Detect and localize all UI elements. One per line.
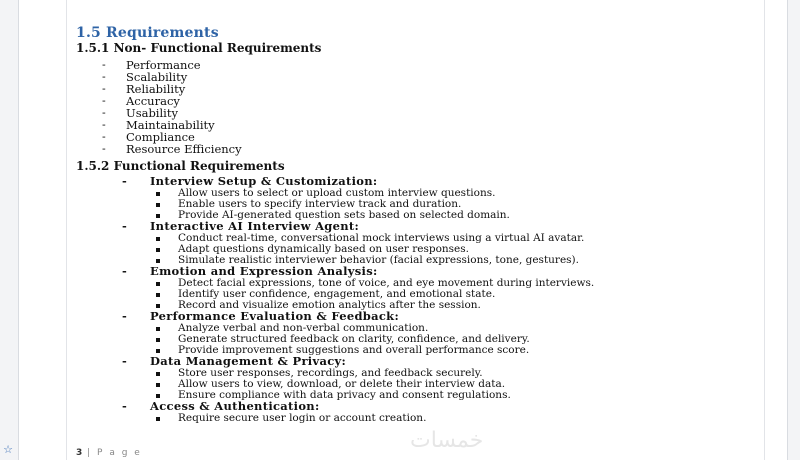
fr-section-setup — [122, 176, 594, 221]
list-item: Simulate realistic interviewer behavior (facial expressions, tone, gestures). — [122, 255, 594, 266]
list-item: Identify user confidence, engagement, and emotional state. — [122, 289, 594, 300]
functional-title: 1.5.2 Functional Requirements — [76, 159, 285, 173]
page-number: 3 — [76, 448, 83, 458]
watermark-text: خمسات — [410, 428, 484, 453]
list-item: Detect facial expressions, tone of voice, and eye movement during interviews. — [122, 278, 594, 289]
fr-heading: - Access & Authentication: — [122, 401, 594, 413]
fr-section-data — [122, 356, 594, 401]
list-item: Provide improvement suggestions and overall performance score. — [122, 345, 594, 356]
left-sidebar-rail — [0, 0, 19, 460]
functional-requirements — [122, 176, 594, 424]
list-item: Allow users to view, download, or delete their interview data. — [122, 379, 594, 390]
list-item: Generate structured feedback on clarity, confidence, and delivery. — [122, 334, 594, 345]
list-item: Store user responses, recordings, and feedback securely. — [122, 368, 594, 379]
fr-heading: - Interactive AI Interview Agent: — [122, 221, 594, 233]
list-item: Allow users to select or upload custom interview questions. — [122, 188, 594, 199]
fr-section-agent — [122, 221, 594, 266]
list-item: Ensure compliance with data privacy and consent regulations. — [122, 390, 594, 401]
list-item: - Maintainability — [102, 119, 242, 131]
right-scroll-rail[interactable] — [787, 0, 800, 460]
fr-heading: - Emotion and Expression Analysis: — [122, 266, 594, 278]
fr-heading: - Performance Evaluation & Feedback: — [122, 311, 594, 323]
page-footer: 3 | P a g e — [76, 448, 142, 458]
document-page — [60, 0, 764, 460]
list-item: Provide AI-generated question sets based on selected domain. — [122, 210, 594, 221]
list-item: Adapt questions dynamically based on user responses. — [122, 244, 594, 255]
list-item: Record and visualize emotion analytics after the session. — [122, 300, 594, 311]
fr-heading: - Interview Setup & Customization: — [122, 176, 594, 188]
list-item: - Usability — [102, 107, 242, 119]
list-item: Conduct real-time, conversational mock interviews using a virtual AI avatar. — [122, 233, 594, 244]
list-item: - Accuracy — [102, 95, 242, 107]
star-icon[interactable]: ☆ — [3, 443, 13, 456]
list-item: Require secure user login or account creation. — [122, 413, 594, 424]
fr-section-access — [122, 401, 594, 424]
list-item: - Scalability — [102, 71, 242, 83]
fr-section-emotion — [122, 266, 594, 311]
fr-heading: - Data Management & Privacy: — [122, 356, 594, 368]
non-functional-list — [102, 59, 242, 155]
section-title: 1.5 Requirements — [76, 25, 219, 41]
list-item: Analyze verbal and non-verbal communication. — [122, 323, 594, 334]
page-label: P a g e — [97, 448, 142, 458]
fr-section-evaluation — [122, 311, 594, 356]
list-item: - Compliance — [102, 131, 242, 143]
list-item: Enable users to specify interview track and duration. — [122, 199, 594, 210]
page-edge-right — [764, 0, 765, 460]
list-item: - Reliability — [102, 83, 242, 95]
non-functional-title: 1.5.1 Non- Functional Requirements — [76, 41, 322, 55]
list-item: - Resource Efficiency — [102, 143, 242, 155]
list-item: - Performance — [102, 59, 242, 71]
